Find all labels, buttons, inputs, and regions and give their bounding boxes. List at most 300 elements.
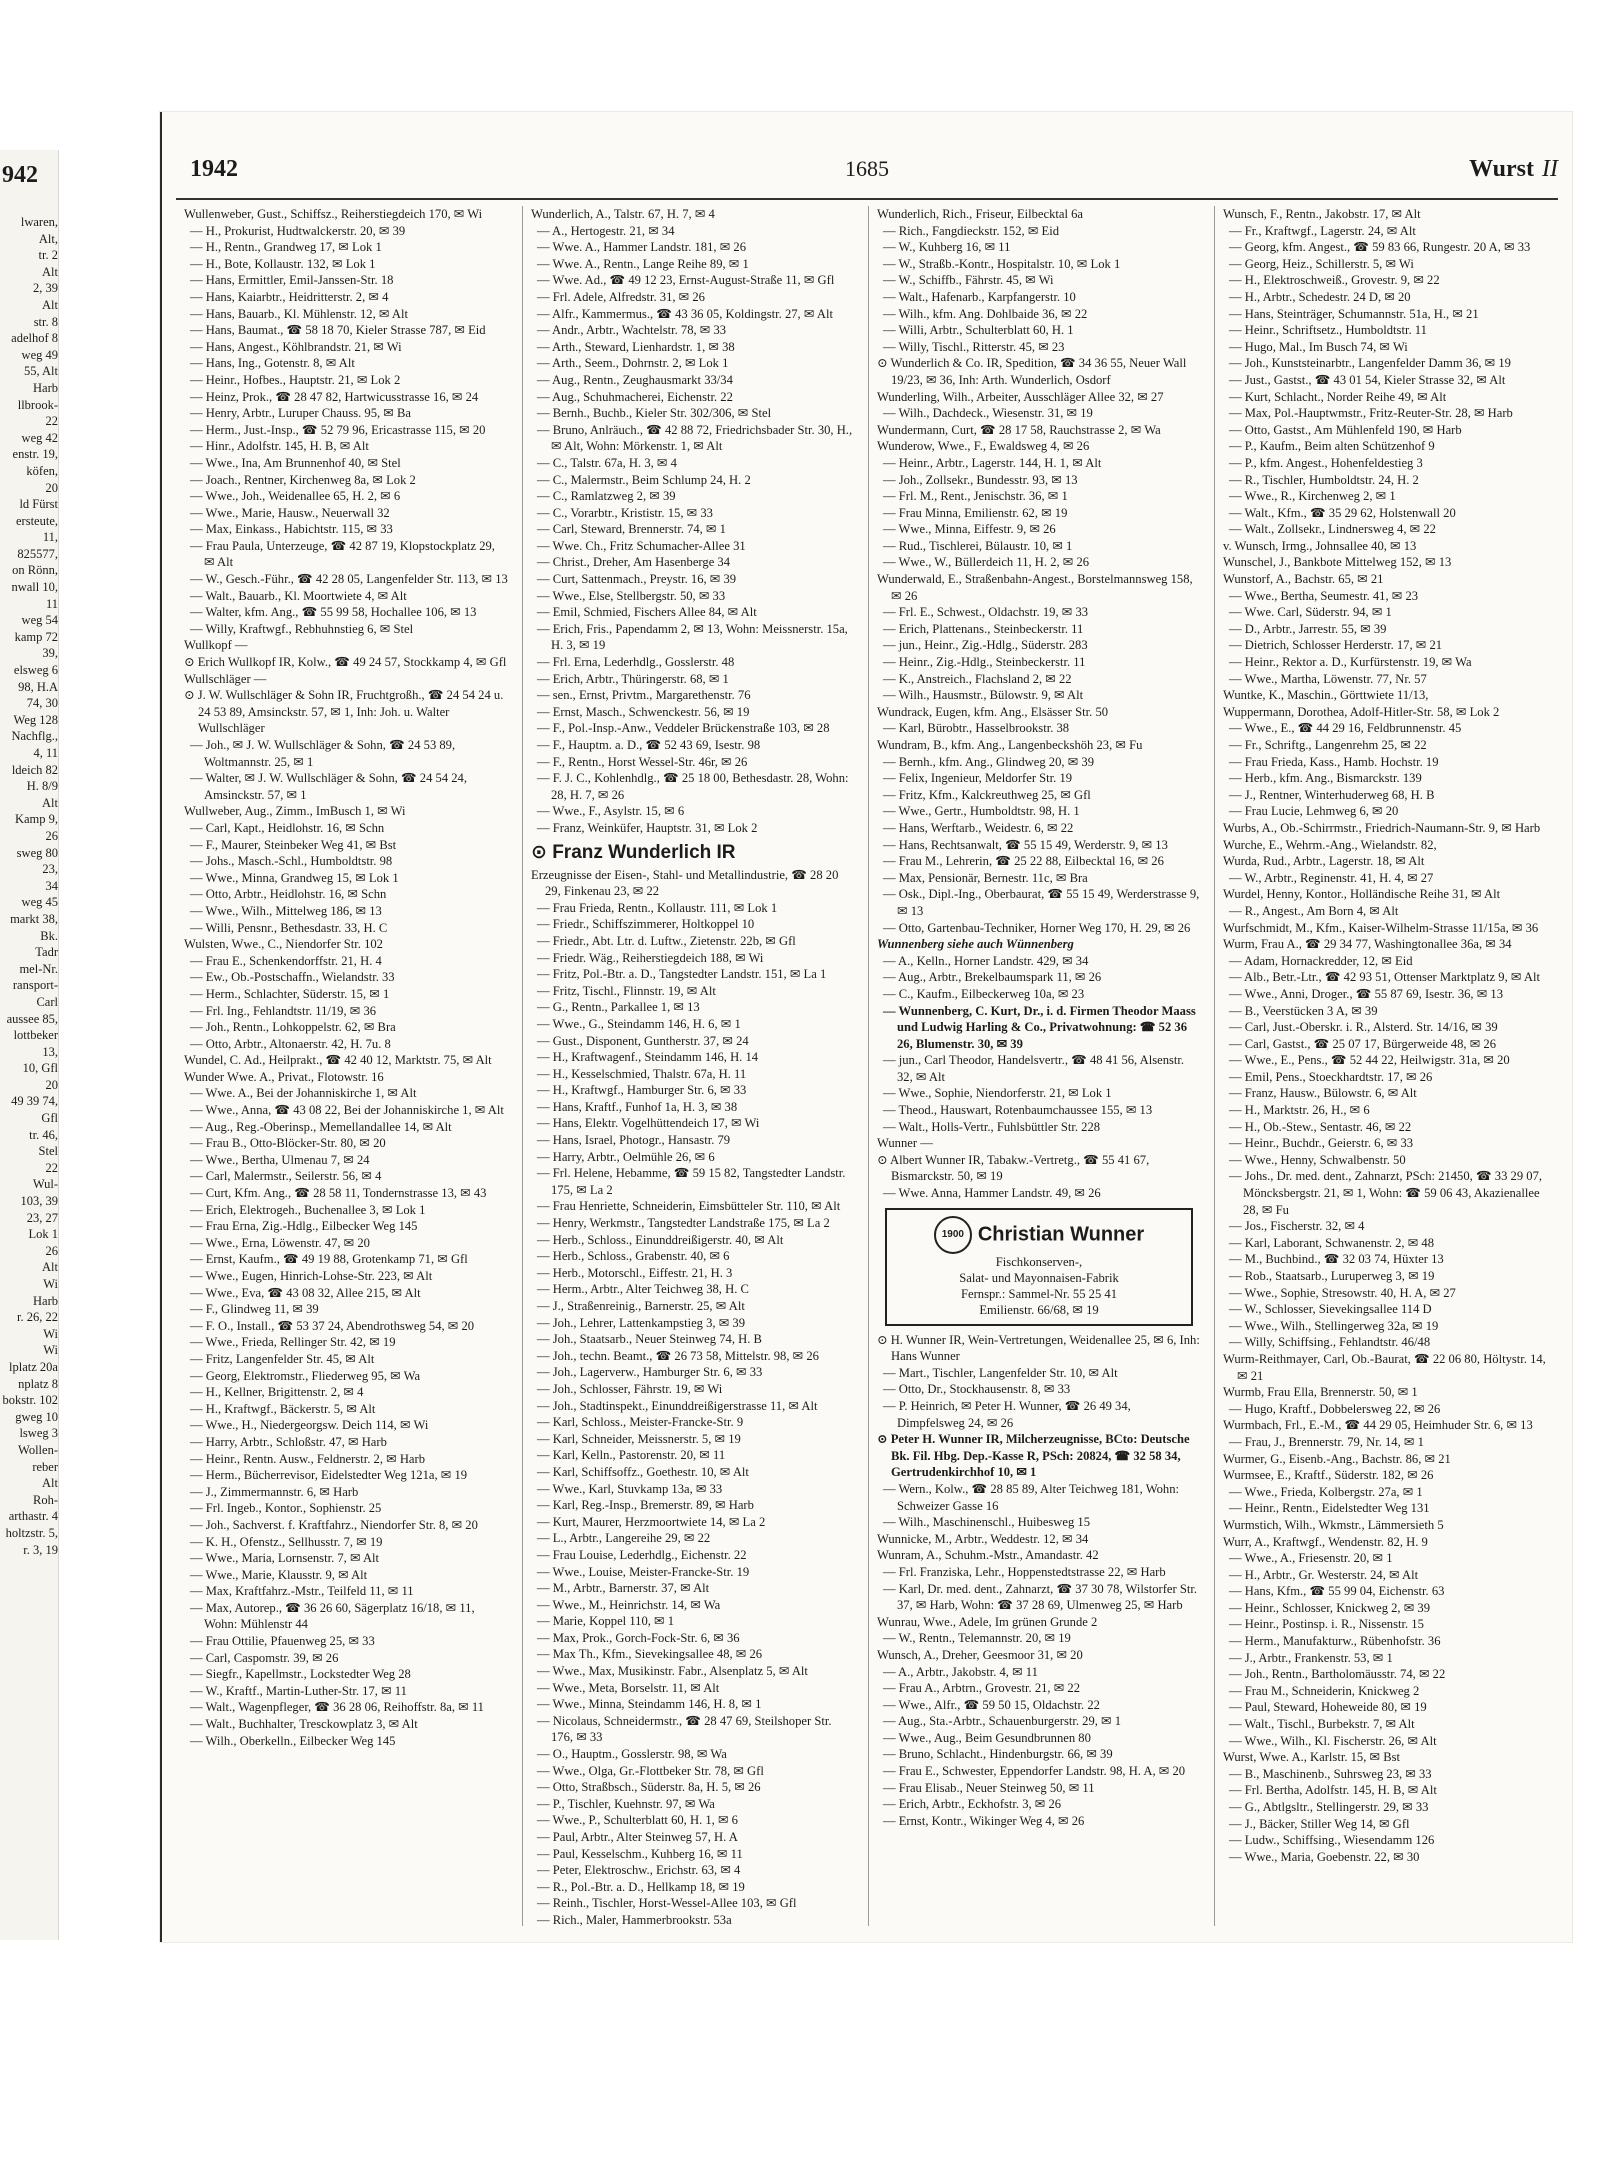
previous-page-line: Kamp 9, — [14, 812, 58, 827]
directory-entry: — Joh., Zollsekr., Bundesstr. 93, ✉ 13 — [883, 472, 1078, 487]
directory-entry: — Wwe., P., Schulterblatt 60, H. 1, ✉ 6 — [537, 1813, 738, 1828]
previous-page-line: elsweg 6 — [13, 663, 58, 678]
directory-entry: — Bruno, Anlräuch., ☎ 42 88 72, Friedrichsbader Str. 30, H., ✉ Alt, Wohn: Mörkenstr. 1, ✉ Alt — [537, 422, 853, 454]
directory-entry: — Herb., Schloss., Grabenstr. 40, ✉ 6 — [537, 1249, 730, 1264]
directory-entry: — Frau E., Schenkendorffstr. 21, H. 4 — [190, 953, 382, 968]
directory-entry: — R., Angest., Am Born 4, ✉ Alt — [1229, 903, 1399, 918]
directory-entry: — W., Kraftf., Martin-Luther-Str. 17, ✉ 11 — [190, 1683, 407, 1698]
previous-page-line: lottbeker — [13, 1028, 58, 1043]
directory-entry: — Willy, Tischl., Ritterstr. 45, ✉ 23 — [883, 339, 1065, 354]
directory-entry: — Fr., Schriftg., Langenrehm 25, ✉ 22 — [1229, 738, 1427, 752]
directory-entry: — Wwe., F., Asylstr. 15, ✉ 6 — [537, 804, 685, 819]
directory-entry: — Ernst, Kontr., Wikinger Weg 4, ✉ 26 — [883, 1813, 1085, 1828]
directory-entry: — Fritz, Langenfelder Str. 45, ✉ Alt — [190, 1351, 375, 1366]
directory-entry: — F. J. C., Kohlenhdlg., ☎ 25 18 00, Bethesdastr. 28, Wohn: 28, H. 7, ✉ 26 — [537, 771, 849, 802]
directory-entry: — Otto, Arbtr., Heidlohstr. 16, ✉ Schn — [190, 887, 387, 902]
directory-entry: — Carl, Gastst., ☎ 25 07 17, Bürgerweide 48, ✉ 26 — [1229, 1036, 1497, 1051]
directory-entry: — Emil, Schmied, Fischers Allee 84, ✉ Alt — [537, 605, 757, 620]
directory-entry: — H., Elektroschweiß., Grovestr. 9, ✉ 22 — [1229, 273, 1440, 288]
directory-entry: — Rich., Maler, Hammerbrookstr. 53a — [537, 1912, 732, 1926]
directory-entry: — Wwe., Meta, Borselstr. 11, ✉ Alt — [537, 1680, 720, 1695]
directory-entry: ⊙ J. W. Wullschläger & Sohn IR, Fruchtgroßh., ☎ 24 54 24 u. 24 53 89, Amsinckstr. 57, ✉ 1, Inh: Joh. u. Walter Wullschläger — [184, 688, 504, 736]
directory-entry: — Curt, Sattenmach., Preystr. 16, ✉ 39 — [537, 572, 737, 587]
directory-entry: — Walt., Kfm., ☎ 35 29 62, Holstenwall 20 — [1229, 505, 1456, 520]
directory-entry: — H., Kellner, Brigittenstr. 2, ✉ 4 — [190, 1385, 364, 1400]
directory-entry: — Joh., Staatsarb., Neuer Steinweg 74, H. B — [537, 1332, 762, 1347]
directory-entry: — Erich, Plattenans., Steinbeckerstr. 11 — [883, 621, 1084, 636]
previous-page-line: Alt — [42, 1260, 58, 1275]
directory-entry: — Frau M., Lehrerin, ☎ 25 22 88, Eilbecktal 16, ✉ 26 — [883, 854, 1164, 869]
previous-page-line: 20 — [45, 1077, 58, 1092]
entry-columns — [176, 206, 1558, 1926]
directory-entry: — jun., Heinr., Zig.-Hdlg., Süderstr. 283 — [883, 638, 1088, 653]
directory-entry: — J., Rentner, Winterhuderweg 68, H. B — [1229, 787, 1435, 802]
previous-page-line: enstr. 19, — [12, 447, 58, 462]
directory-entry: — F., Hauptm. a. D., ☎ 52 43 69, Isestr. 98 — [537, 738, 761, 752]
directory-entry: — H., Kesselschmied, Thalstr. 67a, H. 11 — [537, 1066, 747, 1081]
directory-entry: — Wwe., H., Niedergeorgsw. Deich 114, ✉ Wi — [190, 1418, 429, 1433]
directory-entry: Wurdel, Henny, Kontor., Holländische Reihe 31, ✉ Alt — [1223, 887, 1501, 902]
directory-entry: — Frau B., Otto-Blöcker-Str. 80, ✉ 20 — [190, 1136, 386, 1151]
directory-entry: — Karl, Schiffsoffz., Goethestr. 10, ✉ Alt — [537, 1464, 749, 1479]
directory-entry: — Wwe., E., ☎ 44 29 16, Feldbrunnenstr. 45 — [1229, 721, 1462, 736]
directory-entry: ⊙ Wunderlich & Co. IR, Spedition, ☎ 34 36 55, Neuer Wall 19/23, ✉ 36, Inh: Arth. Wunderlich, Osdorf — [877, 356, 1187, 387]
directory-entry: — P. Heinrich, ✉ Peter H. Wunner, ☎ 26 49 34, Dimpfelsweg 24, ✉ 26 — [883, 1399, 1131, 1430]
directory-entry: — Carl, Caspomstr. 39, ✉ 26 — [190, 1650, 339, 1665]
directory-entry: — Frau, J., Brennerstr. 79, Nr. 14, ✉ 1 — [1229, 1434, 1424, 1449]
directory-entry: — Frl. Erna, Lederhdlg., Gosslerstr. 48 — [537, 655, 735, 670]
directory-entry: — M., Buchbind., ☎ 32 03 74, Hüxter 13 — [1229, 1252, 1444, 1267]
running-head — [176, 156, 1558, 186]
directory-entry: — Otto, Gartenbau-Techniker, Horner Weg 170, H. 29, ✉ 26 — [883, 920, 1191, 935]
directory-entry: Wundermann, Curt, ☎ 28 17 58, Rauchstrasse 2, ✉ Wa — [877, 422, 1161, 437]
directory-entry: — A., Arbtr., Jakobstr. 4, ✉ 11 — [883, 1664, 1038, 1679]
directory-entry: — Herm., Schlachter, Süderstr. 15, ✉ 1 — [190, 986, 390, 1001]
directory-entry: — C., Talstr. 67a, H. 3, ✉ 4 — [537, 455, 677, 470]
directory-entry: — Heinr., Schriftsetz., Humboldtstr. 11 — [1229, 323, 1427, 338]
directory-entry: — Max Th., Kfm., Sievekingsallee 48, ✉ 26 — [537, 1647, 763, 1662]
directory-entry: — Wwe., Alfr., ☎ 59 50 15, Oldachstr. 22 — [883, 1697, 1100, 1712]
directory-entry: — Hans, Rechtsanwalt, ☎ 55 15 49, Werderstr. 9, ✉ 13 — [883, 837, 1168, 852]
directory-entry: — Emil, Pens., Stoeckhardtstr. 17, ✉ 26 — [1229, 1069, 1433, 1084]
previous-page-line: Wul- — [32, 1177, 58, 1192]
directory-entry: — Karl, Dr. med. dent., Zahnarzt, ☎ 37 30 78, Wilstorfer Str. 37, ✉ Harb, Wohn: ☎ 37 28 69, Ulmenweg 25, ✉ Harb — [883, 1581, 1197, 1613]
directory-entry: — Frl. Ingeb., Kontor., Sophienstr. 25 — [190, 1501, 382, 1516]
directory-entry: — Wwe., Max, Musikinstr. Fabr., Alsenplatz 5, ✉ Alt — [537, 1664, 808, 1679]
directory-entry: — Willy, Schiffsing., Fehlandtstr. 46/48 — [1229, 1335, 1431, 1350]
directory-entry: Wundrack, Eugen, kfm. Ang., Elsässer Str. 50 — [877, 704, 1109, 719]
previous-page-line: köfen, — [26, 463, 58, 478]
advert-line: Fischkonserven-, — [995, 1254, 1083, 1269]
directory-entry: — Wwe., Karl, Stuvkamp 13a, ✉ 33 — [537, 1481, 723, 1496]
franz-wunderlich-text: Erzeugnisse der Eisen-, Stahl- und Metallindustrie, ☎ 28 20 29, Finkenau 23, ✉ 22 — [531, 867, 839, 899]
directory-entry: — H., Ob.-Stew., Sentastr. 46, ✉ 22 — [1229, 1119, 1412, 1134]
directory-entry: — Joh., Kunststeinarbtr., Langenfelder Damm 36, ✉ 19 — [1229, 356, 1511, 371]
directory-entry: — Frau M., Schneiderin, Knickweg 2 — [1229, 1683, 1420, 1698]
directory-entry: Wulsten, Wwe., C., Niendorfer Str. 102 — [184, 937, 383, 952]
directory-entry: — Wwe., Martha, Löwenstr. 77, Nr. 57 — [1229, 671, 1427, 686]
directory-entry: — Wwe., Frieda, Kolbergstr. 27a, ✉ 1 — [1229, 1484, 1423, 1499]
directory-entry: — Heinr., Postinsp. i. R., Nissenstr. 15 — [1229, 1617, 1424, 1632]
directory-entry: — A., Hertogestr. 21, ✉ 34 — [537, 223, 675, 238]
page-range — [1469, 156, 1558, 183]
directory-entry: Wuntke, K., Maschin., Görttwiete 11/13, — [1223, 688, 1429, 703]
previous-page-line: 74, 30 — [26, 696, 58, 711]
directory-entry: — Otto, Straßbsch., Süderstr. 8a, H. 5, ✉ 26 — [537, 1780, 761, 1795]
directory-entry: — O., Hauptm., Gosslerstr. 98, ✉ Wa — [537, 1747, 727, 1762]
advert-line: Fernspr.: Sammel-Nr. 55 25 41 — [960, 1286, 1117, 1301]
directory-entry: — Walt., Bauarb., Kl. Moortwiete 4, ✉ Alt — [190, 588, 407, 603]
previous-page-line: Lok 1 — [28, 1227, 58, 1242]
directory-entry: — Rich., Fangdieckstr. 152, ✉ Eid — [883, 223, 1060, 238]
previous-page-line: 13, — [42, 1044, 58, 1059]
directory-entry: — Fritz, Kfm., Kalckreuthweg 25, ✉ Gfl — [883, 787, 1091, 802]
previous-page-line: Roh- — [33, 1492, 58, 1507]
previous-page-line: Nachflg., — [11, 729, 58, 744]
directory-entry: — Frl. E., Schwest., Oldachstr. 19, ✉ 33 — [883, 605, 1089, 620]
directory-entry: — Georg, Heiz., Schillerstr. 5, ✉ Wi — [1229, 256, 1414, 271]
directory-entry: — Joach., Rentner, Kirchenweg 8a, ✉ Lok 2 — [190, 472, 416, 487]
directory-entry: — Frau Paula, Unterzeuge, ☎ 42 87 19, Klopstockplatz 29, ✉ Alt — [190, 538, 495, 570]
directory-entry: — Joh., Lehrer, Lattenkampstieg 3, ✉ 39 — [537, 1315, 745, 1330]
previous-page-line: 825577, — [17, 546, 58, 561]
directory-entry: — Hugo, Kraftf., Dobbelersweg 22, ✉ 26 — [1229, 1401, 1441, 1416]
directory-entry: — Wwe. A., Hammer Landstr. 181, ✉ 26 — [537, 240, 746, 255]
directory-entry: — Wern., Kolw., ☎ 28 85 89, Alter Teichweg 181, Wohn: Schweizer Gasse 16 — [883, 1481, 1179, 1513]
directory-entry: — Aug., Rentn., Zeughausmarkt 33/34 — [537, 372, 733, 387]
directory-entry: — Frau Lucie, Lehmweg 6, ✉ 20 — [1229, 804, 1399, 819]
directory-entry: — Frl. Bertha, Adolfstr. 145, H. B, ✉ Alt — [1229, 1783, 1437, 1798]
previous-page-line: Bk. — [40, 928, 58, 943]
range-word: Wurst — [1469, 156, 1535, 182]
directory-entry: — Wwe., Wilh., Mittelweg 186, ✉ 13 — [190, 903, 382, 918]
directory-entry: — Frau Minna, Emilienstr. 62, ✉ 19 — [883, 505, 1068, 520]
directory-entry: — Wwe., Wilh., Stellingerweg 32a, ✉ 19 — [1229, 1318, 1439, 1333]
directory-entry: — Henry, Werkmstr., Tangstedter Landstraße 175, ✉ La 2 — [537, 1216, 830, 1231]
previous-page-line: 22 — [45, 1160, 58, 1175]
column-4 — [1214, 206, 1559, 1926]
directory-entry: — Hugo, Mal., Im Busch 74, ✉ Wi — [1229, 339, 1408, 354]
directory-entry: — Hinr., Adolfstr. 145, H. B, ✉ Alt — [190, 439, 369, 454]
directory-entry: Wurbs, A., Ob.-Schirrmstr., Friedrich-Naumann-Str. 9, ✉ Harb — [1223, 820, 1541, 835]
directory-entry: — H., Prokurist, Hudtwalckerstr. 20, ✉ 39 — [190, 223, 406, 238]
directory-entry: — M., Arbtr., Barnerstr. 37, ✉ Alt — [537, 1581, 710, 1596]
previous-page-line: H. 8/9 — [26, 779, 58, 794]
directory-entry: — Johs., Masch.-Schl., Humboldtstr. 98 — [190, 854, 393, 869]
directory-entry: — Herm., Bücherrevisor, Eidelstedter Weg 121a, ✉ 19 — [190, 1468, 468, 1483]
directory-entry: — Herb., Schloss., Einunddreißigerstr. 40, ✉ Alt — [537, 1232, 784, 1247]
directory-entry: — C., Malermstr., Beim Schlump 24, H. 2 — [537, 472, 751, 487]
directory-entry: — P., Kaufm., Beim alten Schützenhof 9 — [1229, 439, 1435, 454]
directory-entry: — Heinr., Buchdr., Geierstr. 6, ✉ 33 — [1229, 1136, 1414, 1151]
directory-entry: — Wunnenberg, C. Kurt, Dr., i. d. Firmen Theodor Maass und Ludwig Harling & Co., Privatwohnung: ☎ 52 36 26, Blumenstr. 30, ✉ 39 — [883, 1003, 1196, 1051]
directory-entry: — D., Arbtr., Jarrestr. 55, ✉ 39 — [1229, 621, 1387, 636]
directory-entry: — Franz, Weinküfer, Hauptstr. 31, ✉ Lok 2 — [537, 820, 758, 835]
previous-page-line: ersteute, — [16, 513, 58, 528]
directory-entry: — Wwe., Ina, Am Brunnenhof 40, ✉ Stel — [190, 455, 401, 470]
directory-entry: — Wwe., Erna, Löwenstr. 47, ✉ 20 — [190, 1235, 370, 1250]
directory-entry: — Max, Kraftfahrz.-Mstr., Teilfeld 11, ✉ 11 — [190, 1584, 414, 1599]
directory-entry: Wurmbach, Frl., E.-M., ☎ 44 29 05, Heimhuder Str. 6, ✉ 13 — [1223, 1418, 1533, 1433]
directory-entry: Wuppermann, Dorothea, Adolf-Hitler-Str. 58, ✉ Lok 2 — [1223, 704, 1500, 719]
directory-entry: — W., Schlosser, Sievekingsallee 114 D — [1229, 1302, 1432, 1317]
directory-entry: — Fritz, Pol.-Btr. a. D., Tangstedter Landstr. 151, ✉ La 1 — [537, 967, 827, 982]
directory-entry: — Wwe., Frieda, Rellinger Str. 42, ✉ 19 — [190, 1335, 396, 1350]
directory-entry: — F., Pol.-Insp.-Anw., Veddeler Brückenstraße 103, ✉ 28 — [537, 721, 830, 736]
directory-entry: — Arth., Seem., Dohrnstr. 2, ✉ Lok 1 — [537, 356, 729, 371]
directory-entry: — Hans, Israel, Photogr., Hansastr. 79 — [537, 1133, 731, 1148]
previous-page-line: bokstr. 102 — [2, 1393, 58, 1408]
directory-entry: — Wwe., A., Friesenstr. 20, ✉ 1 — [1229, 1551, 1393, 1566]
previous-page-line: r. 3, 19 — [23, 1542, 58, 1557]
directory-entry: — Herm., Manufakturw., Rübenhofstr. 36 — [1229, 1634, 1441, 1649]
previous-page-line: ld Fürst — [19, 497, 58, 512]
directory-entry: — Frau Henriette, Schneiderin, Eimsbütteler Str. 110, ✉ Alt — [537, 1199, 841, 1214]
directory-entry: — Jos., Fischerstr. 32, ✉ 4 — [1229, 1219, 1365, 1234]
directory-entry: — J., Zimmermannstr. 6, ✉ Harb — [190, 1484, 359, 1499]
directory-entry: — Wwe., W., Büllerdeich 11, H. 2, ✉ 26 — [883, 555, 1090, 570]
advert-name: Christian Wunner — [977, 1222, 1145, 1245]
previous-page-line: 39, — [42, 646, 58, 661]
previous-page-line: Carl — [36, 994, 58, 1009]
directory-entry: — Wwe., Sophie, Stresowstr. 40, H. A, ✉ 27 — [1229, 1285, 1456, 1300]
previous-page-line: weg 45 — [21, 895, 58, 910]
directory-entry: — Kurt, Maurer, Herzmoortwiete 14, ✉ La 2 — [537, 1514, 766, 1529]
previous-page-line: kamp 72 — [14, 629, 58, 644]
directory-entry: — Paul, Steward, Hoheweide 80, ✉ 19 — [1229, 1700, 1427, 1715]
directory-entry: Wunderwald, E., Straßenbahn-Angest., Borstelmannsweg 158, ✉ 26 — [877, 572, 1193, 603]
directory-entry: — Walt., Tischl., Burbekstr. 7, ✉ Alt — [1229, 1717, 1415, 1732]
header-rule — [176, 198, 1558, 200]
directory-entry: — Otto, Gastst., Am Mühlenfeld 190, ✉ Harb — [1229, 422, 1462, 437]
directory-entry: — Bernh., kfm. Ang., Glindweg 20, ✉ 39 — [883, 754, 1094, 769]
directory-entry: — Reinh., Tischler, Horst-Wessel-Allee 103, ✉ Gfl — [537, 1896, 797, 1911]
column-3 — [868, 206, 1207, 1926]
directory-entry: — Wwe., Minna, Eiffestr. 9, ✉ 26 — [883, 522, 1056, 537]
directory-entry: Wurst, Wwe. A., Karlstr. 15, ✉ Bst — [1223, 1750, 1401, 1765]
previous-page-line: lwaren, — [20, 215, 58, 229]
directory-entry: — Herb., Motorschl., Eiffestr. 21, H. 3 — [537, 1265, 733, 1280]
directory-entry: ⊙ H. Wunner IR, Wein-Vertretungen, Weidenallee 25, ✉ 6, Inh: Hans Wunner — [877, 1332, 1200, 1364]
directory-entry: — Bernh., Buchb., Kieler Str. 302/306, ✉ Stel — [537, 406, 772, 421]
directory-entry: — J., Straßenreinig., Barnerstr. 25, ✉ Alt — [537, 1299, 745, 1313]
directory-entry: — Heinr., Schlosser, Knickweg 2, ✉ 39 — [1229, 1600, 1431, 1615]
directory-entry: — Mart., Tischler, Langenfelder Str. 10, ✉ Alt — [883, 1365, 1118, 1380]
directory-entry: — Carl, Steward, Brennerstr. 74, ✉ 1 — [537, 522, 726, 537]
directory-entry: ⊙ Peter H. Wunner IR, Milcherzeugnisse, BCto: Deutsche Bk. Fil. Hbg. Dep.-Kasse R, PSch: 20824, ☎ 32 58 34, Gertrudenkirchhof 10, ✉ 1 — [877, 1432, 1190, 1480]
directory-entry: — Frau A., Arbtrn., Grovestr. 21, ✉ 22 — [883, 1681, 1080, 1696]
directory-entry: — Aug., Arbtr., Brekelbaumspark 11, ✉ 26 — [883, 970, 1102, 985]
directory-entry: Wurche, E., Wehrm.-Ang., Wielandstr. 82, — [1223, 837, 1437, 852]
directory-entry: Wunram, A., Schuhm.-Mstr., Amandastr. 42 — [877, 1548, 1099, 1563]
previous-page-line: Stel — [38, 1144, 58, 1159]
directory-entry: — R., Pol.-Btr. a. D., Hellkamp 18, ✉ 19 — [537, 1879, 745, 1894]
directory-entry: — Hans, Baumat., ☎ 58 18 70, Kieler Strasse 787, ✉ Eid — [190, 323, 486, 338]
previous-page-line: 98, H.A — [18, 679, 58, 694]
directory-entry: — Rud., Tischlerei, Bülaustr. 10, ✉ 1 — [883, 538, 1073, 553]
directory-entry: — Wwe., Gertr., Humboldtstr. 98, H. 1 — [883, 804, 1080, 819]
previous-page-line: Harb — [33, 1293, 58, 1308]
directory-entry: — H., Kraftwgf., Hamburger Str. 6, ✉ 33 — [537, 1083, 747, 1098]
directory-entry: — Heinr., Rentn., Eidelstedter Weg 131 — [1229, 1501, 1430, 1516]
directory-entry: Wurmer, G., Eisenb.-Ang., Bachstr. 86, ✉ 21 — [1223, 1451, 1451, 1466]
directory-entry: — Max, Prok., Gorch-Fock-Str. 6, ✉ 36 — [537, 1630, 740, 1645]
previous-page-line: 4, 11 — [33, 746, 58, 760]
previous-page-line: nwall 10, — [11, 580, 58, 595]
directory-entry: — Wwe., Henny, Schwalbenstr. 50 — [1229, 1152, 1406, 1167]
directory-entry: — Frau Frieda, Rentn., Kollaustr. 111, ✉ Lok 1 — [537, 900, 778, 915]
directory-entry: — Heinr., Rentn. Ausw., Feldnerstr. 2, ✉ Harb — [190, 1451, 425, 1466]
directory-entry: — Frau E., Schwester, Eppendorfer Landstr. 98, H. A, ✉ 20 — [883, 1764, 1186, 1779]
directory-entry: — Erich, Arbtr., Thüringerstr. 68, ✉ 1 — [537, 671, 729, 686]
directory-entry: — Osk., Dipl.-Ing., Oberbaurat, ☎ 55 15 49, Werderstrasse 9, ✉ 13 — [883, 887, 1200, 918]
directory-entry: — Walt., Wagenpfleger, ☎ 36 28 06, Reihoffstr. 8a, ✉ 11 — [190, 1700, 484, 1715]
directory-entry: — Frau Erna, Zig.-Hdlg., Eilbecker Weg 145 — [190, 1219, 418, 1234]
directory-entry: — Wwe., Anna, ☎ 43 08 22, Bei der Johanniskirche 1, ✉ Alt — [190, 1103, 504, 1118]
directory-entry: Wullkopf — — [184, 638, 248, 653]
directory-entry: — Wwe., Marie, Hausw., Neuerwall 32 — [190, 505, 390, 520]
directory-entry: — Heinr., Hofbes., Hauptstr. 21, ✉ Lok 2 — [190, 372, 401, 387]
directory-entry: — Wwe., Joh., Weidenallee 65, H. 2, ✉ 6 — [190, 489, 401, 504]
directory-entry: — Joh., Sachverst. f. Kraftfahrz., Niendorfer Str. 8, ✉ 20 — [190, 1517, 478, 1532]
previous-page-line: str. 8 — [33, 314, 58, 329]
directory-entry: — L., Arbtr., Langereihe 29, ✉ 22 — [537, 1531, 711, 1546]
directory-entry: — G., Abtlgsltr., Stellingerstr. 29, ✉ 33 — [1229, 1800, 1429, 1814]
directory-entry: — Karl, Laborant, Schwanenstr. 2, ✉ 48 — [1229, 1235, 1435, 1250]
directory-entry: — Hans, Kaiarbtr., Heidritterstr. 2, ✉ 4 — [190, 289, 389, 304]
directory-entry: v. Wunsch, Irmg., Johnsallee 40, ✉ 13 — [1223, 538, 1417, 553]
directory-entry: — A., Kelln., Horner Landstr. 429, ✉ 34 — [883, 953, 1089, 968]
directory-entry: — Nicolaus, Schneidermstr., ☎ 28 47 69, Steilshoper Str. 176, ✉ 33 — [537, 1713, 832, 1745]
page-year: 1942 — [190, 156, 238, 182]
directory-entry: — W., Arbtr., Reginenstr. 41, H. 4, ✉ 27 — [1229, 870, 1434, 885]
directory-entry: Wullweber, Aug., Zimm., ImBusch 1, ✉ Wi — [184, 804, 406, 819]
directory-entry: — P., Tischler, Kuehnstr. 97, ✉ Wa — [537, 1796, 715, 1811]
directory-entry: — C., Vorarbtr., Krististr. 15, ✉ 33 — [537, 505, 713, 520]
directory-entry: — Aug., Schuhmacherei, Eichenstr. 22 — [537, 389, 733, 404]
directory-entry: — Wwe. Ch., Fritz Schumacher-Allee 31 — [537, 538, 746, 553]
directory-entry: — Dietrich, Schlosser Herderstr. 17, ✉ 21 — [1229, 638, 1443, 653]
directory-entry: Wullschläger — — [184, 671, 267, 686]
directory-entry: Wurda, Rud., Arbtr., Lagerstr. 18, ✉ Alt — [1223, 854, 1425, 869]
directory-entry: — Aug., Reg.-Oberinsp., Memellandallee 14, ✉ Alt — [190, 1119, 452, 1134]
directory-entry: — K. H., Ofenstz., Sellhusstr. 7, ✉ 19 — [190, 1534, 383, 1549]
previous-page-line: adelhof 8 — [11, 331, 58, 346]
previous-page-line: Tadr — [35, 945, 58, 960]
previous-page-line: Wi — [43, 1343, 58, 1358]
directory-entry: — Wwe., M., Heinrichstr. 14, ✉ Wa — [537, 1597, 721, 1612]
directory-entry: — Heinz, Prok., ☎ 28 47 82, Hartwicusstrasse 16, ✉ 24 — [190, 389, 479, 404]
directory-entry: — Ew., Ob.-Postschaffn., Wielandstr. 33 — [190, 970, 395, 985]
directory-entry: — Joh., Rentn., Bartholomäusstr. 74, ✉ 22 — [1229, 1667, 1446, 1682]
directory-entry: — Peter, Elektroschw., Erichstr. 63, ✉ 4 — [537, 1863, 741, 1878]
directory-entry: — Walt., Zollsekr., Lindnersweg 4, ✉ 22 — [1229, 522, 1436, 537]
previous-page-line: aussee 85, — [6, 1011, 58, 1026]
directory-entry: — Kurt, Schlacht., Norder Reihe 49, ✉ Alt — [1229, 389, 1447, 404]
previous-page-line: 34 — [45, 878, 58, 893]
column-1 — [176, 206, 514, 1926]
directory-entry: — Arth., Steward, Lienhardstr. 1, ✉ 38 — [537, 339, 735, 354]
directory-entry: — Hans, Bauarb., Kl. Mühlenstr. 12, ✉ Alt — [190, 306, 408, 321]
directory-entry: Wundram, B., kfm. Ang., Langenbeckshöh 23, ✉ Fu — [877, 738, 1143, 752]
previous-page-line: arthastr. 4 — [8, 1509, 58, 1524]
column-2 — [522, 206, 861, 1926]
directory-entry: — Erich, Arbtr., Eckhofstr. 3, ✉ 26 — [883, 1797, 1062, 1812]
directory-entry: — H., Arbtr., Gr. Westerstr. 24, ✉ Alt — [1229, 1567, 1419, 1582]
directory-entry: — Joh., Schlosser, Fährstr. 19, ✉ Wi — [537, 1381, 723, 1396]
directory-entry: — Karl, Schneider, Meissnerstr. 5, ✉ 19 — [537, 1431, 741, 1446]
directory-entry: — Frau Louise, Lederhdlg., Eichenstr. 22 — [537, 1547, 747, 1562]
directory-entry: — jun., Carl Theodor, Handelsvertr., ☎ 48 41 56, Alsenstr. 32, ✉ Alt — [883, 1053, 1185, 1084]
directory-entry: Wunderling, Wilh., Arbeiter, Ausschläger Allee 32, ✉ 27 — [877, 389, 1164, 404]
directory-entry: — Frl. Adele, Alfredstr. 31, ✉ 26 — [537, 289, 705, 304]
previous-page-line: weg 54 — [21, 613, 58, 628]
directory-entry: Wurm-Reithmayer, Carl, Ob.-Baurat, ☎ 22 06 80, Höltystr. 14, ✉ 21 — [1223, 1351, 1546, 1383]
directory-entry: — Max, Pol.-Hauptwmstr., Fritz-Reuter-Str. 28, ✉ Harb — [1229, 406, 1513, 421]
directory-entry: — Friedr. Wäg., Reiherstiegdeich 188, ✉ Wi — [537, 950, 764, 965]
advert-seal: 1900 — [934, 1216, 972, 1254]
previous-page-line: ldeich 82 — [11, 762, 58, 777]
directory-entry: — Walt., Holls-Vertr., Fuhlsbüttler Str. 228 — [883, 1119, 1101, 1134]
directory-entry: — Max, Einkass., Habichtstr. 115, ✉ 33 — [190, 522, 393, 537]
previous-page-line: 20 — [45, 480, 58, 495]
directory-entry: — Walter, kfm. Ang., ☎ 55 99 58, Hochallee 106, ✉ 13 — [190, 605, 477, 620]
directory-entry: — Harry, Arbtr., Oelmühle 26, ✉ 6 — [537, 1149, 715, 1164]
directory-entry: — W., Straßb.-Kontr., Hospitalstr. 10, ✉ Lok 1 — [883, 256, 1121, 271]
previous-page-line: ransport- — [12, 978, 58, 993]
directory-entry: — F. O., Install., ☎ 53 37 24, Abendrothsweg 54, ✉ 20 — [190, 1318, 475, 1333]
directory-entry: — Ernst, Kaufm., ☎ 49 19 88, Grotenkamp 71, ✉ Gfl — [190, 1252, 468, 1267]
directory-entry: — Wwe., Bertha, Ulmenau 7, ✉ 24 — [190, 1152, 370, 1167]
range-roman: II — [1542, 156, 1558, 182]
christian-wunner-advert — [885, 1208, 1193, 1326]
previous-page-line: Alt — [42, 264, 58, 279]
previous-page-line: Wi — [43, 1326, 58, 1341]
directory-entry: — Hans, Ing., Gotenstr. 8, ✉ Alt — [190, 356, 355, 371]
directory-entry: — Alfr., Kammermus., ☎ 43 36 05, Koldingstr. 27, ✉ Alt — [537, 306, 833, 321]
directory-entry: — Frl. Ing., Fehlandtstr. 11/19, ✉ 36 — [190, 1003, 377, 1018]
directory-entry: — Wwe. A., Rentn., Lange Reihe 89, ✉ 1 — [537, 256, 749, 271]
directory-entry: — Wwe., E., Pens., ☎ 52 44 22, Heilwigstr. 31a, ✉ 20 — [1229, 1053, 1510, 1068]
directory-entry: Wunstorf, A., Bachstr. 65, ✉ 21 — [1223, 572, 1384, 587]
directory-entry: — Rob., Staatsarb., Luruperweg 3, ✉ 19 — [1229, 1269, 1435, 1283]
directory-entry: — Paul, Arbtr., Alter Steinweg 57, H. A — [537, 1830, 738, 1844]
previous-page-line: Alt — [42, 297, 58, 312]
directory-entry: — Paul, Kesselschm., Kuhberg 16, ✉ 11 — [537, 1846, 743, 1861]
directory-entry: Wurm, Frau A., ☎ 29 34 77, Washingtonallee 36a, ✉ 34 — [1223, 937, 1512, 952]
directory-entry: — Wilh., Dachdeck., Wiesenstr. 31, ✉ 19 — [883, 406, 1093, 421]
directory-entry: — Karl, Schloss., Meister-Francke-Str. 9 — [537, 1415, 744, 1430]
directory-entry: — Wwe., Sophie, Niendorferstr. 21, ✉ Lok 1 — [883, 1086, 1112, 1101]
directory-entry: — Andr., Arbtr., Wachtelstr. 78, ✉ 33 — [537, 323, 727, 338]
directory-entry: — Friedr., Abt. Ltr. d. Luftw., Zietenstr. 22b, ✉ Gfl — [537, 933, 796, 948]
previous-page-line: weg 49 — [21, 347, 58, 362]
previous-page-line: lplatz 20a — [9, 1359, 58, 1374]
directory-entry: — W., Gesch.-Führ., ☎ 42 28 05, Langenfelder Str. 113, ✉ 13 — [190, 572, 508, 587]
previous-page-line: 26 — [45, 828, 58, 843]
directory-entry: — R., Tischler, Humboldtstr. 24, H. 2 — [1229, 472, 1419, 487]
previous-page-line: tr. 46, — [29, 1127, 58, 1142]
directory-entry: Wurfschmidt, M., Kfm., Kaiser-Wilhelm-Strasse 11/15a, ✉ 36 — [1223, 920, 1539, 935]
directory-entry: — Ernst, Masch., Schwenckestr. 56, ✉ 19 — [537, 704, 750, 719]
directory-entry: — sen., Ernst, Privtm., Margarethenstr. 76 — [537, 688, 751, 703]
directory-entry: — Henry, Arbtr., Luruper Chauss. 95, ✉ Ba — [190, 406, 411, 421]
directory-entry: — Walt., Hafenarb., Karpfangerstr. 10 — [883, 289, 1076, 304]
directory-entry: — Willi, Arbtr., Schulterblatt 60, H. 1 — [883, 323, 1074, 338]
directory-entry: — Bruno, Schlacht., Hindenburgstr. 66, ✉ 39 — [883, 1747, 1113, 1762]
directory-entry: — Wwe., Eugen, Hinrich-Lohse-Str. 223, ✉ Alt — [190, 1269, 433, 1283]
directory-entry: — Wilh., Maschinenschl., Huibesweg 15 — [883, 1515, 1091, 1530]
